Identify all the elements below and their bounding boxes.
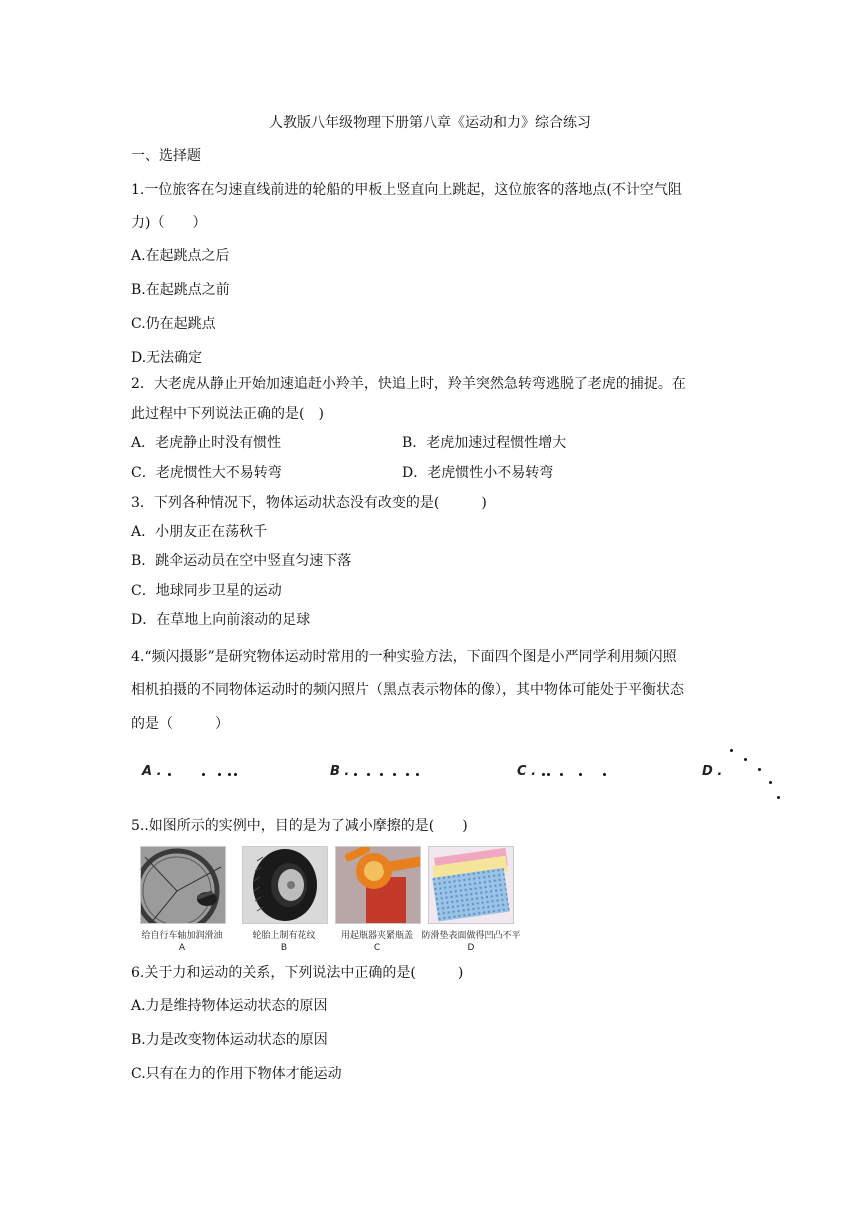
question-1-option-d: D.无法确定 [131, 350, 203, 366]
strobe-label-a: A . [142, 764, 162, 779]
strobe-dot [228, 773, 231, 776]
strobe-dot [769, 781, 772, 784]
question-2-option-b: B．老虎加速过程惯性增大 [402, 435, 567, 451]
question-5-stem: 5..如图所示的实例中，目的是为了减小摩擦的是( ) [131, 818, 468, 834]
caption-a-text: 给自行车轴加润滑油 [141, 931, 223, 941]
strobe-dot [354, 773, 357, 776]
question-3-option-a: A．小朋友正在荡秋千 [131, 524, 268, 540]
section-heading: 一、选择题 [131, 148, 201, 164]
strobe-dot [579, 773, 582, 776]
strobe-dot [202, 773, 205, 776]
strobe-dot [393, 773, 396, 776]
question-4-stem-end: 的是（ ） [131, 716, 229, 732]
question-2-option-d: D．老虎惯性小不易转弯 [402, 465, 554, 481]
question-1-stem-cont: 力)（ ） [131, 215, 207, 231]
caption-c-letter: C [373, 943, 381, 953]
strobe-label-b: B . [330, 764, 350, 779]
question-6-stem: 6.关于力和运动的关系，下列说法中正确的是( ) [131, 965, 464, 981]
strobe-dot [406, 773, 409, 776]
question-6-option-b: B.力是改变物体运动状态的原因 [131, 1032, 328, 1048]
caption-c [327, 930, 427, 954]
strobe-dot [542, 773, 545, 776]
anti-slip-mat-photo [428, 846, 514, 924]
strobe-figure-d [700, 740, 790, 804]
question-3-option-b: B．跳伞运动员在空中竖直匀速下落 [131, 553, 352, 569]
question-2-option-c: C．老虎惯性大不易转弯 [131, 465, 282, 481]
question-3-stem: 3．下列各种情况下，物体运动状态没有改变的是( ) [131, 495, 487, 511]
caption-c-text: 用起瓶器夹紧瓶盖 [340, 931, 413, 941]
caption-d [416, 930, 526, 954]
tire-photo [242, 846, 328, 924]
question-2-stem-cont: 此过程中下列说法正确的是( ) [131, 406, 324, 422]
caption-b-text: 轮胎上制有花纹 [252, 931, 316, 941]
strobe-label-c: C . [517, 764, 537, 779]
strobe-dot [744, 758, 747, 761]
question-4-stem: 4.“频闪摄影”是研究物体运动时常用的一种实验方法，下面四个图是小严同学利用频闪照 [131, 649, 677, 665]
question-6-option-a: A.力是维持物体运动状态的原因 [131, 998, 328, 1014]
strobe-dot [416, 773, 419, 776]
question-1-stem: 1.一位旅客在匀速直线前进的轮船的甲板上竖直向上跳起，这位旅客的落地点(不计空气阻 [131, 182, 682, 198]
bottle-opener-photo [335, 846, 421, 924]
caption-b [236, 930, 332, 954]
question-1-option-a: A.在起跳点之后 [131, 248, 230, 264]
caption-a [140, 930, 224, 954]
page-title: 人教版八年级物理下册第八章《运动和力》综合练习 [269, 115, 591, 131]
strobe-dot [168, 773, 171, 776]
strobe-dot [730, 749, 733, 752]
strobe-dot [547, 773, 550, 776]
strobe-dot [234, 773, 237, 776]
strobe-dot [218, 773, 221, 776]
strobe-label-d: D . [702, 764, 723, 779]
strobe-dot [758, 768, 761, 771]
question-2-stem: 2．大老虎从静止开始加速追赶小羚羊，快追上时，羚羊突然急转弯逃脱了老虎的捕捉。在 [131, 376, 686, 392]
strobe-figure-a [140, 758, 250, 798]
bicycle-oil-photo [140, 846, 226, 924]
strobe-dot [560, 773, 563, 776]
question-3-option-c: C．地球同步卫星的运动 [131, 583, 282, 599]
strobe-figure-c [515, 758, 625, 798]
strobe-dot [380, 773, 383, 776]
question-2-option-a: A．老虎静止时没有惯性 [131, 435, 282, 451]
caption-b-letter: B [280, 943, 288, 953]
caption-a-letter: A [178, 943, 186, 953]
question-4-stem-cont: 相机拍摄的不同物体运动时的频闪照片（黑点表示物体的像），其中物体可能处于平衡状态 [131, 682, 684, 698]
question-1-option-b: B.在起跳点之前 [131, 282, 230, 298]
strobe-dot [777, 796, 780, 799]
caption-d-letter: D [467, 943, 475, 953]
strobe-figure-b [328, 758, 428, 798]
question-1-option-c: C.仍在起跳点 [131, 316, 216, 332]
caption-d-text: 防滑垫表面做得凹凸不平 [421, 931, 521, 941]
question-6-option-c: C.只有在力的作用下物体才能运动 [131, 1066, 342, 1082]
strobe-dot [603, 773, 606, 776]
strobe-dot [367, 773, 370, 776]
question-3-option-d: D．在草地上向前滚动的足球 [131, 612, 311, 628]
